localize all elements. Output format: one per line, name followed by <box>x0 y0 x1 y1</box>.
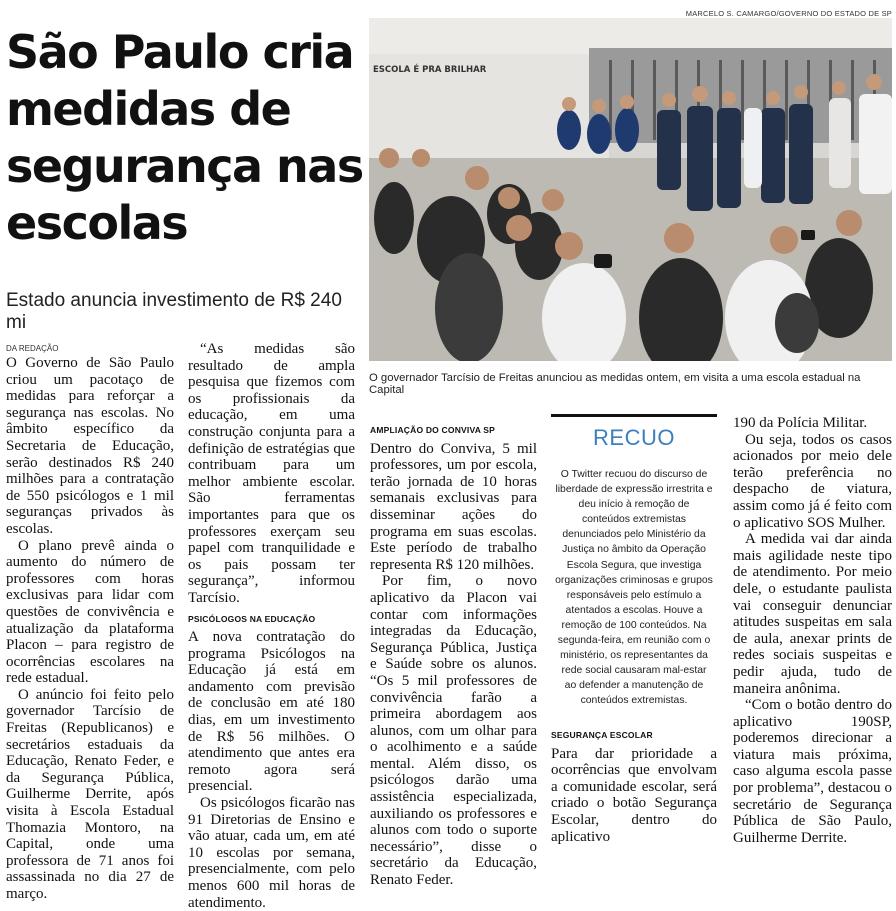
byline: DA REDAÇÃO <box>6 344 59 353</box>
sidebar-box-recuo <box>551 414 717 707</box>
paragraph: Dentro do Conviva, 5 mil professores, um por escola, terão jornada de 10 horas semanais exclusivas para disseminar ações do programa em suas escolas. Este período de trabalho representa R$ 120 milhões. <box>370 440 537 573</box>
news-photo-illustration <box>369 18 892 361</box>
headline: São Paulo cria medidas de segurança nas escolas <box>6 25 363 250</box>
paragraph: Por fim, o novo aplicativo da Placon vai contar com informações integradas da Educação, Segurança Pública, Justiça e Saúde sobre os alunos. “Os 5 mil professores de convivência farão a primeira abordagem aos alunos, com um olhar para o acolhimento e a saúde mental. Além disso, os psicólogos darão uma assistência especializada, auxiliando os professores e alunos com todo o suporte necessário”, disse o secretário da Educação, Renato Feder. <box>370 573 537 889</box>
paragraph: A medida vai dar ainda mais agilidade neste tipo de atendimento. Por meio dele, o estudante paulista vai conseguir denunciar atitudes suspeitas em sala de aula, anexar prints de redes sociais suspeitas e pedir ajuda, tudo de maneira anônima. <box>733 531 892 697</box>
paragraph: Os psicólogos ficarão nas 91 Diretorias de Ensino e vão atuar, cada um, em até 10 escolas por semana, presencialmente, com pelo menos 600 mil horas de atendimento. <box>188 795 355 911</box>
column-5 <box>733 415 892 846</box>
paragraph: “As medidas são resultado de ampla pesquisa que fizemos com os profissionais da educação, em uma construção conjunta para a definição de estratégias que contribuam para um melhor ambiente escolar. São ferramentas importantes para que os professores exerçam seu papel com tranquilidade e os pais possam ter segurança”, informou Tarcísio. <box>188 341 355 606</box>
paragraph: A nova contratação do programa Psicólogos na Educação já está em andamento com previsão de conclusão em até 180 dias, em um investimento de R$ 56 milhões. O atendimento que antes era remoto agora será presencial. <box>188 629 355 795</box>
paragraph: O Governo de São Paulo criou um pacotaço de medidas para reforçar a segurança nas escolas. No âmbito específico da Secretaria de Educação, serão destinados R$ 240 milhões para a contratação de 550 psicólogos e 1 mil seguranças privados às escolas. <box>6 355 174 537</box>
section-kicker: AMPLIAÇÃO DO CONVIVA SP <box>370 425 496 435</box>
column-3 <box>370 422 537 889</box>
paragraph: Ou seja, todos os casos acionados por meio dele terão preferência no despacho de viatura, assim como já é feito com o aplicativo SOS Mulher. <box>733 431 892 531</box>
paragraph: O plano prevê ainda o aumento do número de professores com horas exclusivas para lidar com questões de convivência e atualização da plataforma Placon – para registro de ocorrências escolares na rede estadual. <box>6 537 174 687</box>
photo-credit: MARCELO S. CAMARGO/GOVERNO DO ESTADO DE SP <box>685 9 892 18</box>
paragraph: O anúncio foi feito pelo governador Tarcísio de Freitas (Republicanos) e secretários estaduais da Educação, Renato Feder, e da Segurança Pública, Guilherme Derrite, após visita à Escola Estadual Thomazia Montoro, na Capital, onde uma professora de 71 anos foi assassinada no dia 27 de março. <box>6 686 174 902</box>
sidebar-box-title: RECUO <box>593 425 675 450</box>
section-kicker: PSICÓLOGOS NA EDUCAÇÃO <box>188 613 316 624</box>
column-4 <box>551 727 717 845</box>
paragraph: 190 da Polícia Militar. <box>733 415 868 431</box>
sidebar-box-text: O Twitter recuou do discurso de liberdade de expressão irrestrita e deu início à remoção de conteúdos extremistas denunciados pelo Ministério da Justiça no âmbito da Operação Escola Segura, que investiga organizações criminosas e grupos responsáveis pelo estímulo a atentados a escolas. Houve a remoção de 100 conteúdos. Na segunda-feira, em reunião com o ministério, os representantes da rede social causaram mal-estar ao defender a manutenção de conteúdos extremistas. <box>555 469 713 707</box>
column-2 <box>188 341 355 911</box>
wall-text: ESCOLA É PRA BRILHAR <box>373 65 487 75</box>
section-kicker: SEGURANÇA ESCOLAR <box>551 730 653 740</box>
paragraph: “Com o botão dentro do aplicativo 190SP, poderemos direcionar a viatura mais próxima, caso alguma escola passe por problema”, destacou o secretário de Segurança Pública de São Paulo, Guilherme Derrite. <box>733 697 892 846</box>
photo-caption: O governador Tarcísio de Freitas anunciou as medidas ontem, em visita a uma escola estadual na Capital <box>369 372 861 396</box>
subheadline: Estado anuncia investimento de R$ 240 mi <box>6 290 342 333</box>
paragraph: Para dar prioridade a ocorrências que envolvam a comunidade escolar, será criado o botão Segurança Escolar, dentro do aplicativo <box>551 745 717 845</box>
column-1 <box>6 355 174 903</box>
news-photo <box>369 18 892 361</box>
